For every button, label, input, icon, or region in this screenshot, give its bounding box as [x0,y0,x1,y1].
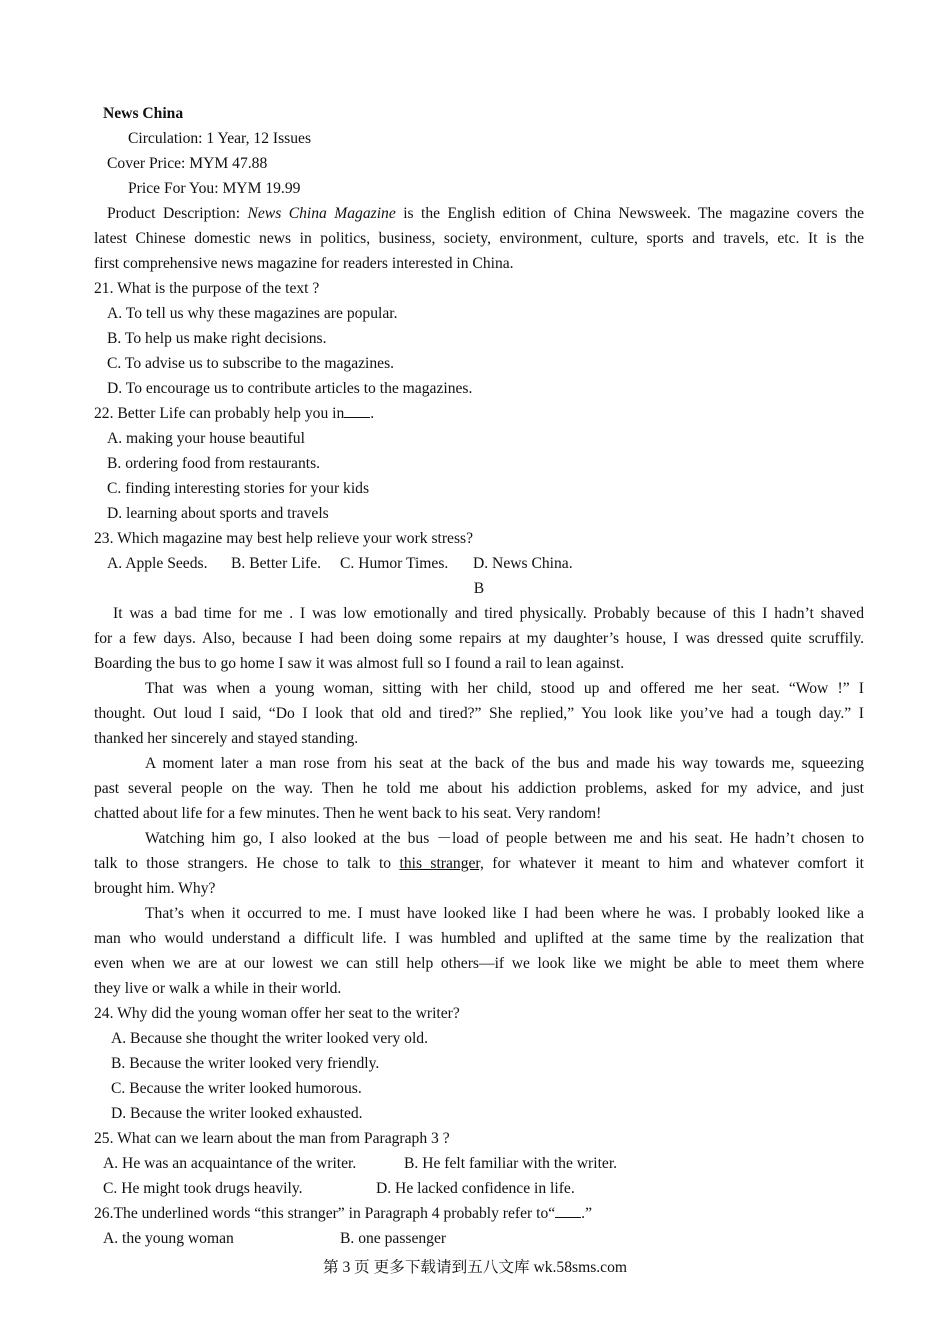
b-p2-line3: thanked her sincerely and stayed standing. [94,730,359,747]
q22-option-b: B. ordering food from restaurants. [107,455,321,472]
q25-stem: 25. What can we learn about the man from Paragraph 3 ? [94,1130,450,1147]
b-p4-underlined: this stranger, [399,855,484,872]
page-footer: 第 3 页 更多下载请到五八文库 wk.58sms.com [322,1259,628,1276]
section-b-label: B [473,580,485,597]
cover-price: Cover Price: MYM 47.88 [107,155,268,172]
q23-option-c: C. Humor Times. [340,555,449,572]
q21-option-d: D. To encourage us to contribute articles to the magazines. [107,380,473,397]
q22-stem-end: . [370,405,375,422]
q21-option-c: C. To advise us to subscribe to the magazines. [107,355,395,372]
q26-blank [555,1203,581,1218]
b-p1-line1: It was a bad time for me . I was low emotionally and tired physically. Probably because of this I hadn’t shaved [113,605,864,622]
product-description-line3: first comprehensive news magazine for readers interested in China. [94,255,514,272]
q24-stem: 24. Why did the young woman offer her seat to the writer? [94,1005,460,1022]
b-p4-pre: talk to those strangers. He chose to talk to [94,855,400,872]
b-p3-line3: chatted about life for a few minutes. Then he went back to his seat. Very random! [94,805,602,822]
b-p5-line1: That’s when it occurred to me. I must have looked like I had been where he was. I probably looked like a [145,905,864,922]
q21-option-b: B. To help us make right decisions. [107,330,327,347]
b-p1-line2: for a few days. Also, because I had been doing some repairs at my daughter’s house, I was dressed quite scruffily. [94,630,864,647]
b-p1-line3: Boarding the bus to go home I saw it was almost full so I found a rail to lean against. [94,655,625,672]
q26-option-b: B. one passenger [340,1230,447,1247]
q26-stem-line [94,1201,864,1226]
q25-option-c: C. He might took drugs heavily. [103,1180,303,1197]
b-p2-line2: thought. Out loud I said, “Do I look that old and tired?” She replied,” You look like you’ve had a tough day.” I [94,705,864,722]
q25-option-d: D. He lacked confidence in life. [376,1180,575,1197]
q24-option-a: A. Because she thought the writer looked very old. [111,1030,428,1047]
q24-option-b: B. Because the writer looked very friendly. [111,1055,380,1072]
b-p5-line3: even when we are at our lowest we can still help others—if we look like we might be able to meet them where [94,955,864,972]
q22-option-a: A. making your house beautiful [107,430,305,447]
b-p4-line1: Watching him go, I also looked at the bus －load of people between me and his seat. He hadn’t chosen to [145,830,864,847]
q24-option-c: C. Because the writer looked humorous. [111,1080,362,1097]
q22-option-d: D. learning about sports and travels [107,505,329,522]
b-p2-line1: That was when a young woman, sitting with her child, stood up and offered me her seat. “Wow !” I [145,680,864,697]
q22-option-c: C. finding interesting stories for your kids [107,480,370,497]
b-p4-line3: brought him. Why? [94,880,216,897]
price-for-you: Price For You: MYM 19.99 [128,180,301,197]
q26-stem: 26.The underlined words “this stranger” in Paragraph 4 probably refer to“ [94,1205,556,1222]
q25-option-b: B. He felt familiar with the writer. [404,1155,618,1172]
q22-stem: 22. Better Life can probably help you in [94,405,345,422]
q26-option-a: A. the young woman [103,1230,234,1247]
q21-option-a: A. To tell us why these magazines are popular. [107,305,398,322]
b-p3-line1: A moment later a man rose from his seat at the back of the bus and made his way towards me, squeezing [145,755,864,772]
magazine-title: News China [103,105,184,122]
desc-italic: News China Magazine [247,205,396,222]
q22-blank [344,403,370,418]
q23-option-d: D. News China. [473,555,573,572]
b-p3-line2: past several people on the way. Then he told me about his addiction problems, asked for my advice, and just [94,780,864,797]
product-description-line1 [107,201,864,226]
q26-stem-end: .” [581,1205,592,1222]
product-description-line2: latest Chinese domestic news in politics, business, society, environment, culture, sports and travels, etc. It is the [94,230,864,247]
q22-stem-line [94,401,864,426]
q23-option-b: B. Better Life. [231,555,322,572]
q21-stem: 21. What is the purpose of the text ? [94,280,320,297]
desc-label: Product Description: [107,205,248,222]
q25-option-a: A. He was an acquaintance of the writer. [103,1155,357,1172]
b-p4-line2 [94,851,864,876]
b-p4-post: for whatever it meant to him and whatever comfort it [483,855,864,872]
q24-option-d: D. Because the writer looked exhausted. [111,1105,363,1122]
q23-stem: 23. Which magazine may best help relieve your work stress? [94,530,474,547]
desc-line1-rest: is the English edition of China Newsweek. The magazine covers the [395,205,864,222]
b-p5-line2: man who would understand a difficult life. I was humbled and uplifted at the same time by the realization that [94,930,864,947]
b-p5-line4: they live or walk a while in their world. [94,980,342,997]
q23-option-a: A. Apple Seeds. [107,555,208,572]
circulation: Circulation: 1 Year, 12 Issues [128,130,312,147]
